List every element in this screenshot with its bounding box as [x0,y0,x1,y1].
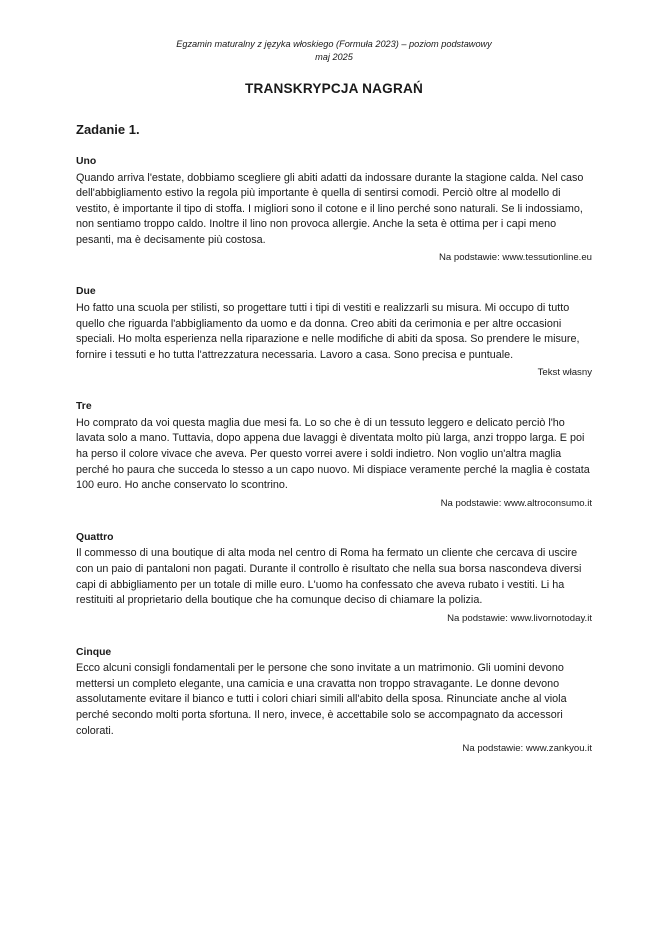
section-body: Quando arriva l'estate, dobbiamo scegliere gli abiti adatti da indossare durante la stagione calda. Nel caso dell'abbigliamento estivo la regola più importante è quella di sentirsi comodi. Perciò oltre al modello di vestito, è importante il tipo di stoffa. I migliori sono il cotone e il lino perché sono naturali. Se li indossiamo, non sentiamo troppo caldo. Inoltre il lino non provoca allergie. Anche la seta è ottima per i capi meno pesanti, ma è decisamente più costosa. [76,171,584,246]
section-label: Due [76,286,96,298]
transcript-sections [76,154,592,756]
section-source: Na podstawie: www.livornotoday.it [447,612,592,624]
section-label: Cinque [76,646,112,658]
section-body: Ecco alcuni consigli fondamentali per le persone che sono invitate a un matrimonio. Gli uomini devono mettersi un completo elegante, una camicia e una cravatta non troppo stravagante. Le donne devono assolutamente evitare il bianco e tutti i colori chiari simili all'abito della sposa. Rinunciate anche al viola perché secondo molti porta sfortuna. Il nero, invece, è accettabile solo se accompagnato da accessori colorati. [76,662,567,737]
transcript-section-uno [76,154,592,265]
page-title: TRANSKRYPCJA NAGRAŃ [244,81,423,96]
transcript-section-quattro [76,530,592,626]
section-body: Ho comprato da voi questa maglia due mesi fa. Lo so che è di un tessuto leggero e delicato perciò l'ho lavata solo a mano. Tuttavia, dopo appena due lavaggi è diventata molto più larga, anzi troppo larga. E poi ha perso il colore vivace che aveva. Per questo vorrei avere i soldi indietro. Non voglio un'altra maglia perché ho paura che succeda lo stesso a un capo nuovo. Mi dispiace veramente perché la maglia è costata 100 euro. Ho anche conservato lo scontrino. [76,416,590,492]
running-header-line-1: Egzamin maturalny z języka włoskiego (Formuła 2023) – poziom podstawowy [176,39,492,49]
running-header [76,0,592,64]
section-label: Quattro [76,531,114,543]
transcript-section-due [76,284,592,380]
section-source: Na podstawie: www.zankyou.it [462,743,592,755]
running-header-line-2: maj 2025 [315,52,353,62]
task-heading: Zadanie 1. [76,122,140,137]
section-label: Tre [76,401,92,413]
section-body: Ho fatto una scuola per stilisti, so progettare tutti i tipi di vestiti e realizzarli su misura. Mi occupo di tutto quello che riguarda l'abbigliamento da uomo e da donna. Creo abiti da cerimonia e per altre occasioni speciali. Ho molta esperienza nella riparazione e nelle modifiche di abiti da sposa. So prendere le misure, fornire i tessuti e ho tutta l'attrezzatura necessaria. Lavoro a casa. Sono precisa e puntuale. [76,301,580,361]
transcript-section-tre [76,399,592,510]
section-label: Uno [76,156,97,167]
section-source: Na podstawie: www.altroconsumo.it [440,497,592,509]
section-body: Il commesso di una boutique di alta moda nel centro di Roma ha fermato un cliente che cercava di uscire con un paio di pantaloni non pagati. Durante il controllo è risultato che nella sua borsa nascondeva diversi capi di abbigliamento per un totale di mille euro. L'uomo ha confessato che aveva rubato i vestiti. Li ha restituiti al proprietario della boutique che ha comunque deciso di chiamare la polizia. [76,547,582,607]
section-source: Tekst własny [537,367,592,379]
transcript-section-cinque [76,645,592,756]
section-source: Na podstawie: www.tessutionline.eu [438,252,592,264]
